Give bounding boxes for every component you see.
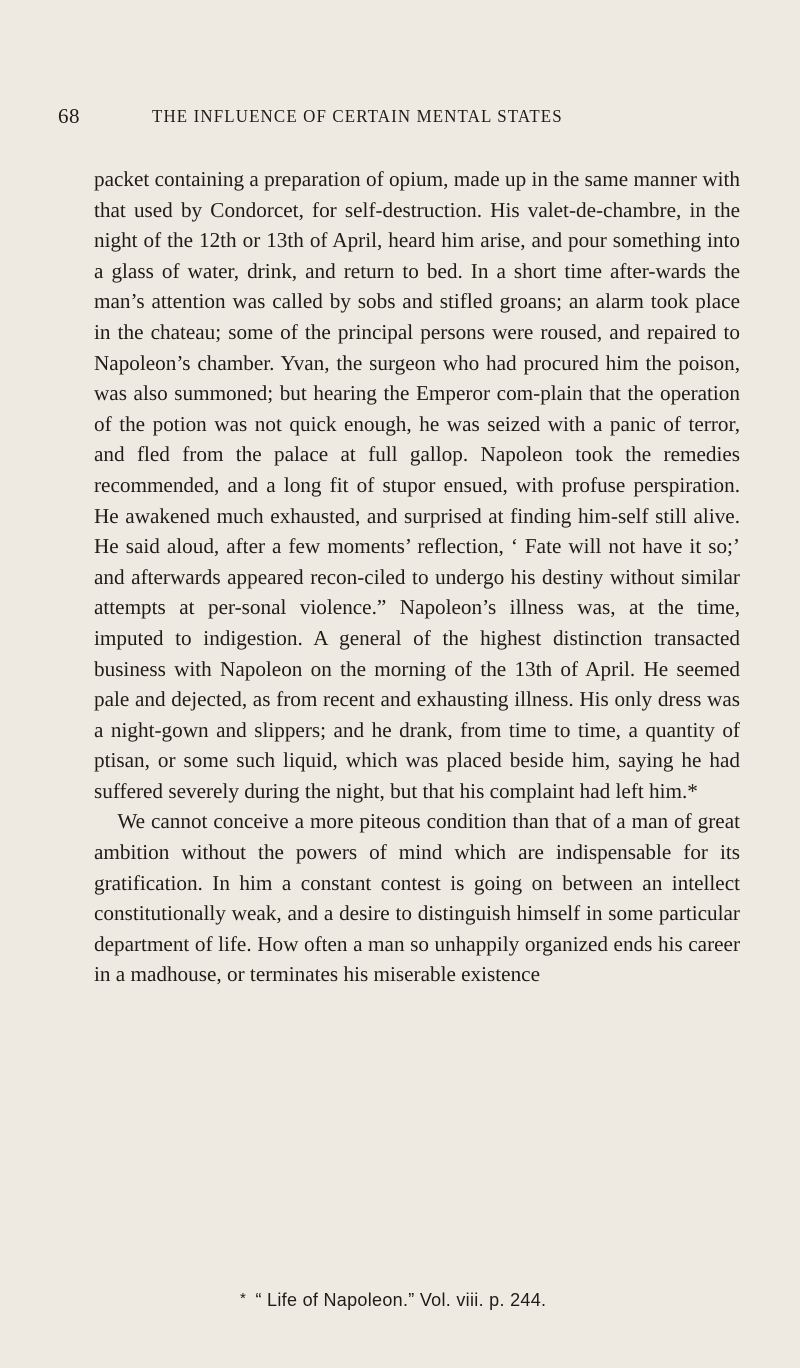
footnote-marker: *	[240, 1290, 247, 1307]
body-text	[94, 164, 740, 990]
paragraph: packet containing a preparation of opium, made up in the same manner with that used by Condorcet, for self-destruction. His valet-de-chambre, in the night of the 12th or 13th of April, heard him arise, and pour something into a glass of water, drink, and return to bed. In a short time after-wards the man’s attention was called by sobs and stifled groans; an alarm took place in the chateau; some of the principal persons were roused, and repaired to Napoleon’s chamber. Yvan, the surgeon who had procured him the poison, was also summoned; but hearing the Emperor com-plain that the operation of the potion was not quick enough, he was seized with a panic of terror, and fled from the palace at full gallop. Napoleon took the remedies recommended, and a long fit of stupor ensued, with profuse perspiration. He awakened much exhausted, and surprised at finding him-self still alive. He said aloud, after a few moments’ reflection, ‘ Fate will not have it so;’ and afterwards appeared recon-ciled to undergo his destiny without similar attempts at per-sonal violence.” Napoleon’s illness was, at the time, imputed to indigestion. A general of the highest distinction transacted business with Napoleon on the morning of the 13th of April. He seemed pale and dejected, as from recent and exhausting illness. His only dress was a night-gown and slippers; and he drank, from time to time, a quantity of ptisan, or some such liquid, which was placed beside him, saying he had suffered severely during the night, but that his complaint had left him.*	[94, 167, 740, 803]
footnote-text: “ Life of Napoleon.” Vol. viii. p. 244.	[255, 1290, 547, 1310]
page-number: 68	[58, 104, 80, 128]
running-head	[58, 104, 738, 128]
paragraph: We cannot conceive a more piteous condition than that of a man of great ambition without the powers of mind which are indispensable for its gratification. In him a constant contest is going on between an intellect constitutionally weak, and a desire to distinguish himself in some particular department of life. How often a man so unhappily organized ends his career in a madhouse, or terminates his miserable existence	[94, 809, 740, 987]
running-title: THE INFLUENCE OF CERTAIN MENTAL STATES	[152, 106, 563, 126]
footnote	[240, 1290, 660, 1311]
